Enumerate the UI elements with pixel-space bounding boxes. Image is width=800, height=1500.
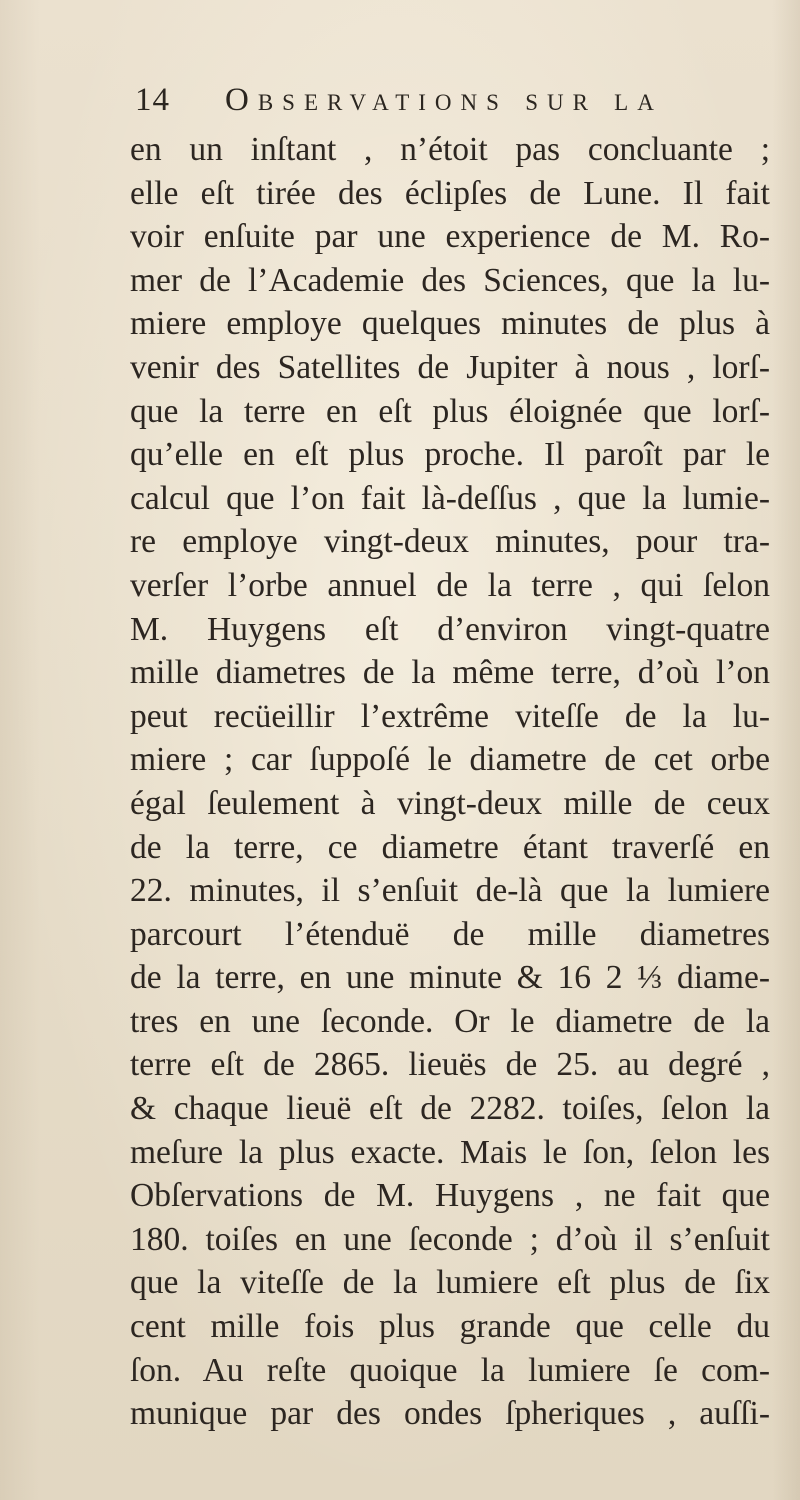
text-line: cent mille fois plus grande que celle du <box>130 1308 770 1346</box>
text-line: ſon. Au reſte quoique la lumiere ſe com- <box>130 1351 770 1389</box>
text-line: voir enſuite par une experience de M. Ro- <box>130 218 770 256</box>
text-line: meſure la plus exacte. Mais le ſon, ſelon les <box>130 1133 770 1171</box>
text-line: égal ſeulement à vingt-deux mille de ceux <box>130 784 770 822</box>
body-text <box>130 128 770 1436</box>
text-line: tres en une ſeconde. Or le diametre de la <box>130 1002 770 1040</box>
text-line: de la terre, ce diametre étant traverſé en <box>130 828 770 866</box>
text-line: peut recüeillir l’extrême viteſſe de la lu- <box>130 697 770 735</box>
gutter-shadow <box>772 0 800 1500</box>
text-line: mille diametres de la même terre, d’où l’on <box>130 654 770 692</box>
text-line: de la terre, en une minute & 16 2 ⅓ diame- <box>130 959 770 997</box>
text-line: terre eſt de 2865. lieuës de 25. au degré , <box>130 1046 770 1084</box>
text-line: M. Huygens eſt d’environ vingt-quatre <box>130 610 770 648</box>
text-line: munique par des ondes ſpheriques , auſſi- <box>130 1395 770 1433</box>
text-line: 22. minutes, il s’enſuit de-là que la lumiere <box>130 872 770 910</box>
page-number: 14 <box>135 82 170 118</box>
text-line: re employe vingt-deux minutes, pour tra- <box>130 523 770 561</box>
text-line: & chaque lieuë eſt de 2282. toiſes, ſelon la <box>130 1090 770 1128</box>
page-edge-shadow <box>0 0 40 1500</box>
text-line: miere ; car ſuppoſé le diametre de cet orbe <box>130 741 770 779</box>
text-line: parcourt l’étenduë de mille diametres <box>130 915 770 953</box>
text-line: elle eſt tirée des éclipſes de Lune. Il fait <box>130 174 770 212</box>
text-line: verſer l’orbe annuel de la terre , qui ſelon <box>130 566 770 604</box>
text-line: 180. toiſes en une ſeconde ; d’où il s’enſuit <box>130 1220 770 1258</box>
text-line: qu’elle en eſt plus proche. Il paroît par le <box>130 436 770 474</box>
text-line: que la terre en eſt plus éloignée que lorſ- <box>130 392 770 430</box>
running-head <box>135 82 735 132</box>
text-line: mer de l’Academie des Sciences, que la lu- <box>130 261 770 299</box>
text-line: calcul que l’on fait là-deſſus , que la lumie- <box>130 479 770 517</box>
text-line: Obſervations de M. Huygens , ne fait que <box>130 1177 770 1215</box>
text-line: venir des Satellites de Jupiter à nous , lorſ- <box>130 348 770 386</box>
text-line: en un inſtant , n’étoit pas concluante ; <box>130 131 770 168</box>
text-line: miere employe quelques minutes de plus à <box>130 305 770 343</box>
running-title: Observations sur la <box>225 82 663 118</box>
text-line: que la viteſſe de la lumiere eſt plus de ſix <box>130 1264 770 1302</box>
